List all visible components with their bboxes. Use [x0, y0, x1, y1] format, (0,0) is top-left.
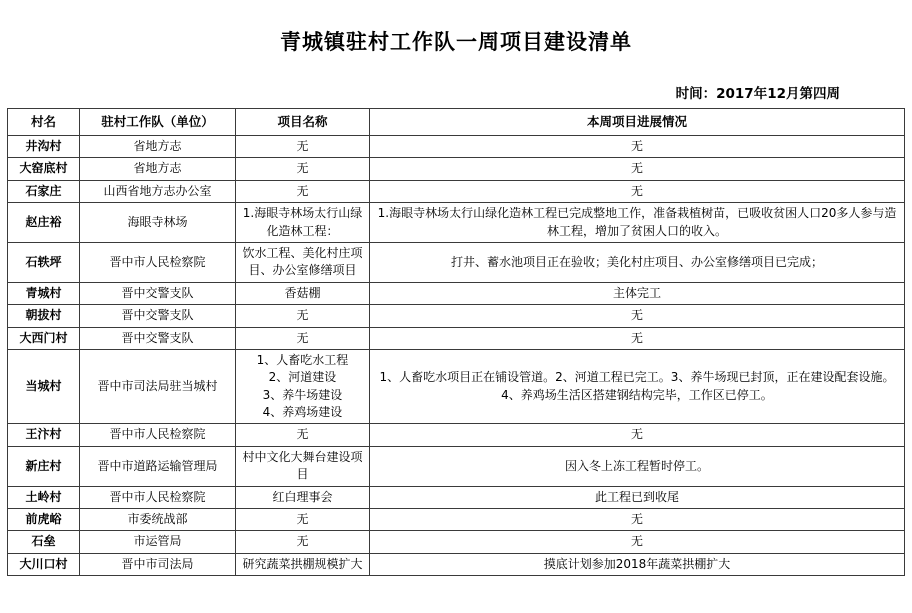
- project-progress: 此工程已到收尾: [370, 486, 905, 508]
- table-body: [8, 109, 905, 576]
- project-progress: 无: [370, 305, 905, 327]
- column-header: 村名: [8, 109, 80, 136]
- village-name: 王汴村: [8, 424, 80, 446]
- project-progress: 打井、蓄水池项目正在验收；美化村庄项目、办公室修缮项目已完成；: [370, 242, 905, 282]
- table-row: [8, 180, 905, 202]
- column-header: 驻村工作队（单位）: [80, 109, 236, 136]
- village-name: 大川口村: [8, 553, 80, 575]
- village-name: 石轶坪: [8, 242, 80, 282]
- work-team-unit: 晋中交警支队: [80, 327, 236, 349]
- work-team-unit: 晋中市人民检察院: [80, 242, 236, 282]
- project-name: 研究蔬菜拱棚规模扩大: [236, 553, 370, 575]
- work-team-unit: 晋中市司法局驻当城村: [80, 349, 236, 424]
- project-progress: 无: [370, 424, 905, 446]
- column-header: 本周项目进展情况: [370, 109, 905, 136]
- village-name: 石垒: [8, 531, 80, 553]
- project-name: 村中文化大舞台建设项目: [236, 446, 370, 486]
- project-name: 无: [236, 531, 370, 553]
- project-progress: 1、人畜吃水项目正在铺设管道。2、河道工程已完工。3、养牛场现已封顶，正在建设配套设施。4、养鸡场生活区搭建钢结构完毕，工作区已停工。: [370, 349, 905, 424]
- work-team-unit: 晋中交警支队: [80, 282, 236, 304]
- table-row: [8, 509, 905, 531]
- project-progress: 无: [370, 327, 905, 349]
- village-name: 土岭村: [8, 486, 80, 508]
- table-row: [8, 424, 905, 446]
- column-header: 项目名称: [236, 109, 370, 136]
- table-row: [8, 203, 905, 243]
- village-name: 大西门村: [8, 327, 80, 349]
- project-name: 无: [236, 424, 370, 446]
- project-progress: 无: [370, 158, 905, 180]
- report-period: 时间：2017年12月第四周: [675, 86, 840, 102]
- work-team-unit: 晋中市人民检察院: [80, 486, 236, 508]
- village-name: 大窑底村: [8, 158, 80, 180]
- project-name: 饮水工程、美化村庄项目、办公室修缮项目: [236, 242, 370, 282]
- village-name: 石家庄: [8, 180, 80, 202]
- page-title: 青城镇驻村工作队一周项目建设清单: [280, 29, 632, 54]
- village-name: 青城村: [8, 282, 80, 304]
- work-team-unit: 晋中市道路运输管理局: [80, 446, 236, 486]
- project-progress: 摸底计划参加2018年蔬菜拱棚扩大: [370, 553, 905, 575]
- table-row: [8, 531, 905, 553]
- village-name: 赵庄裕: [8, 203, 80, 243]
- project-name: 无: [236, 180, 370, 202]
- work-team-unit: 市委统战部: [80, 509, 236, 531]
- work-team-unit: 省地方志: [80, 158, 236, 180]
- project-name: 无: [236, 327, 370, 349]
- document-meta: [6, 82, 906, 102]
- table-row: [8, 446, 905, 486]
- project-progress: 因入冬上冻工程暂时停工。: [370, 446, 905, 486]
- table-row: [8, 486, 905, 508]
- table-row: [8, 242, 905, 282]
- village-name: 前虎峪: [8, 509, 80, 531]
- table-row: [8, 136, 905, 158]
- village-name: 新庄村: [8, 446, 80, 486]
- work-team-unit: 晋中市司法局: [80, 553, 236, 575]
- project-name: 无: [236, 158, 370, 180]
- table-header-row: [8, 109, 905, 136]
- village-name: 当城村: [8, 349, 80, 424]
- document-page: [0, 26, 912, 613]
- project-name: 无: [236, 305, 370, 327]
- village-name: 朝拔村: [8, 305, 80, 327]
- table-row: [8, 158, 905, 180]
- table-row: [8, 327, 905, 349]
- project-name: 无: [236, 509, 370, 531]
- work-team-unit: 晋中交警支队: [80, 305, 236, 327]
- project-name: 红白理事会: [236, 486, 370, 508]
- table-row: [8, 349, 905, 424]
- project-progress: 无: [370, 509, 905, 531]
- project-progress: 无: [370, 531, 905, 553]
- village-name: 井沟村: [8, 136, 80, 158]
- project-progress: 无: [370, 136, 905, 158]
- work-team-unit: 省地方志: [80, 136, 236, 158]
- project-progress: 1.海眼寺林场太行山绿化造林工程已完成整地工作，准备栽植树苗，已吸收贫困人口20多人参与造林工程，增加了贫困人口的收入。: [370, 203, 905, 243]
- work-team-unit: 海眼寺林场: [80, 203, 236, 243]
- work-team-unit: 晋中市人民检察院: [80, 424, 236, 446]
- project-progress: 主体完工: [370, 282, 905, 304]
- table-row: [8, 305, 905, 327]
- project-progress: 无: [370, 180, 905, 202]
- table-row: [8, 282, 905, 304]
- project-name: 无: [236, 136, 370, 158]
- project-name: 1.海眼寺林场太行山绿化造林工程：: [236, 203, 370, 243]
- work-team-unit: 山西省地方志办公室: [80, 180, 236, 202]
- project-name: 香菇棚: [236, 282, 370, 304]
- project-name: 1、人畜吃水工程 2、河道建设 3、养牛场建设 4、养鸡场建设: [236, 349, 370, 424]
- project-table: [7, 108, 905, 576]
- table-row: [8, 553, 905, 575]
- work-team-unit: 市运管局: [80, 531, 236, 553]
